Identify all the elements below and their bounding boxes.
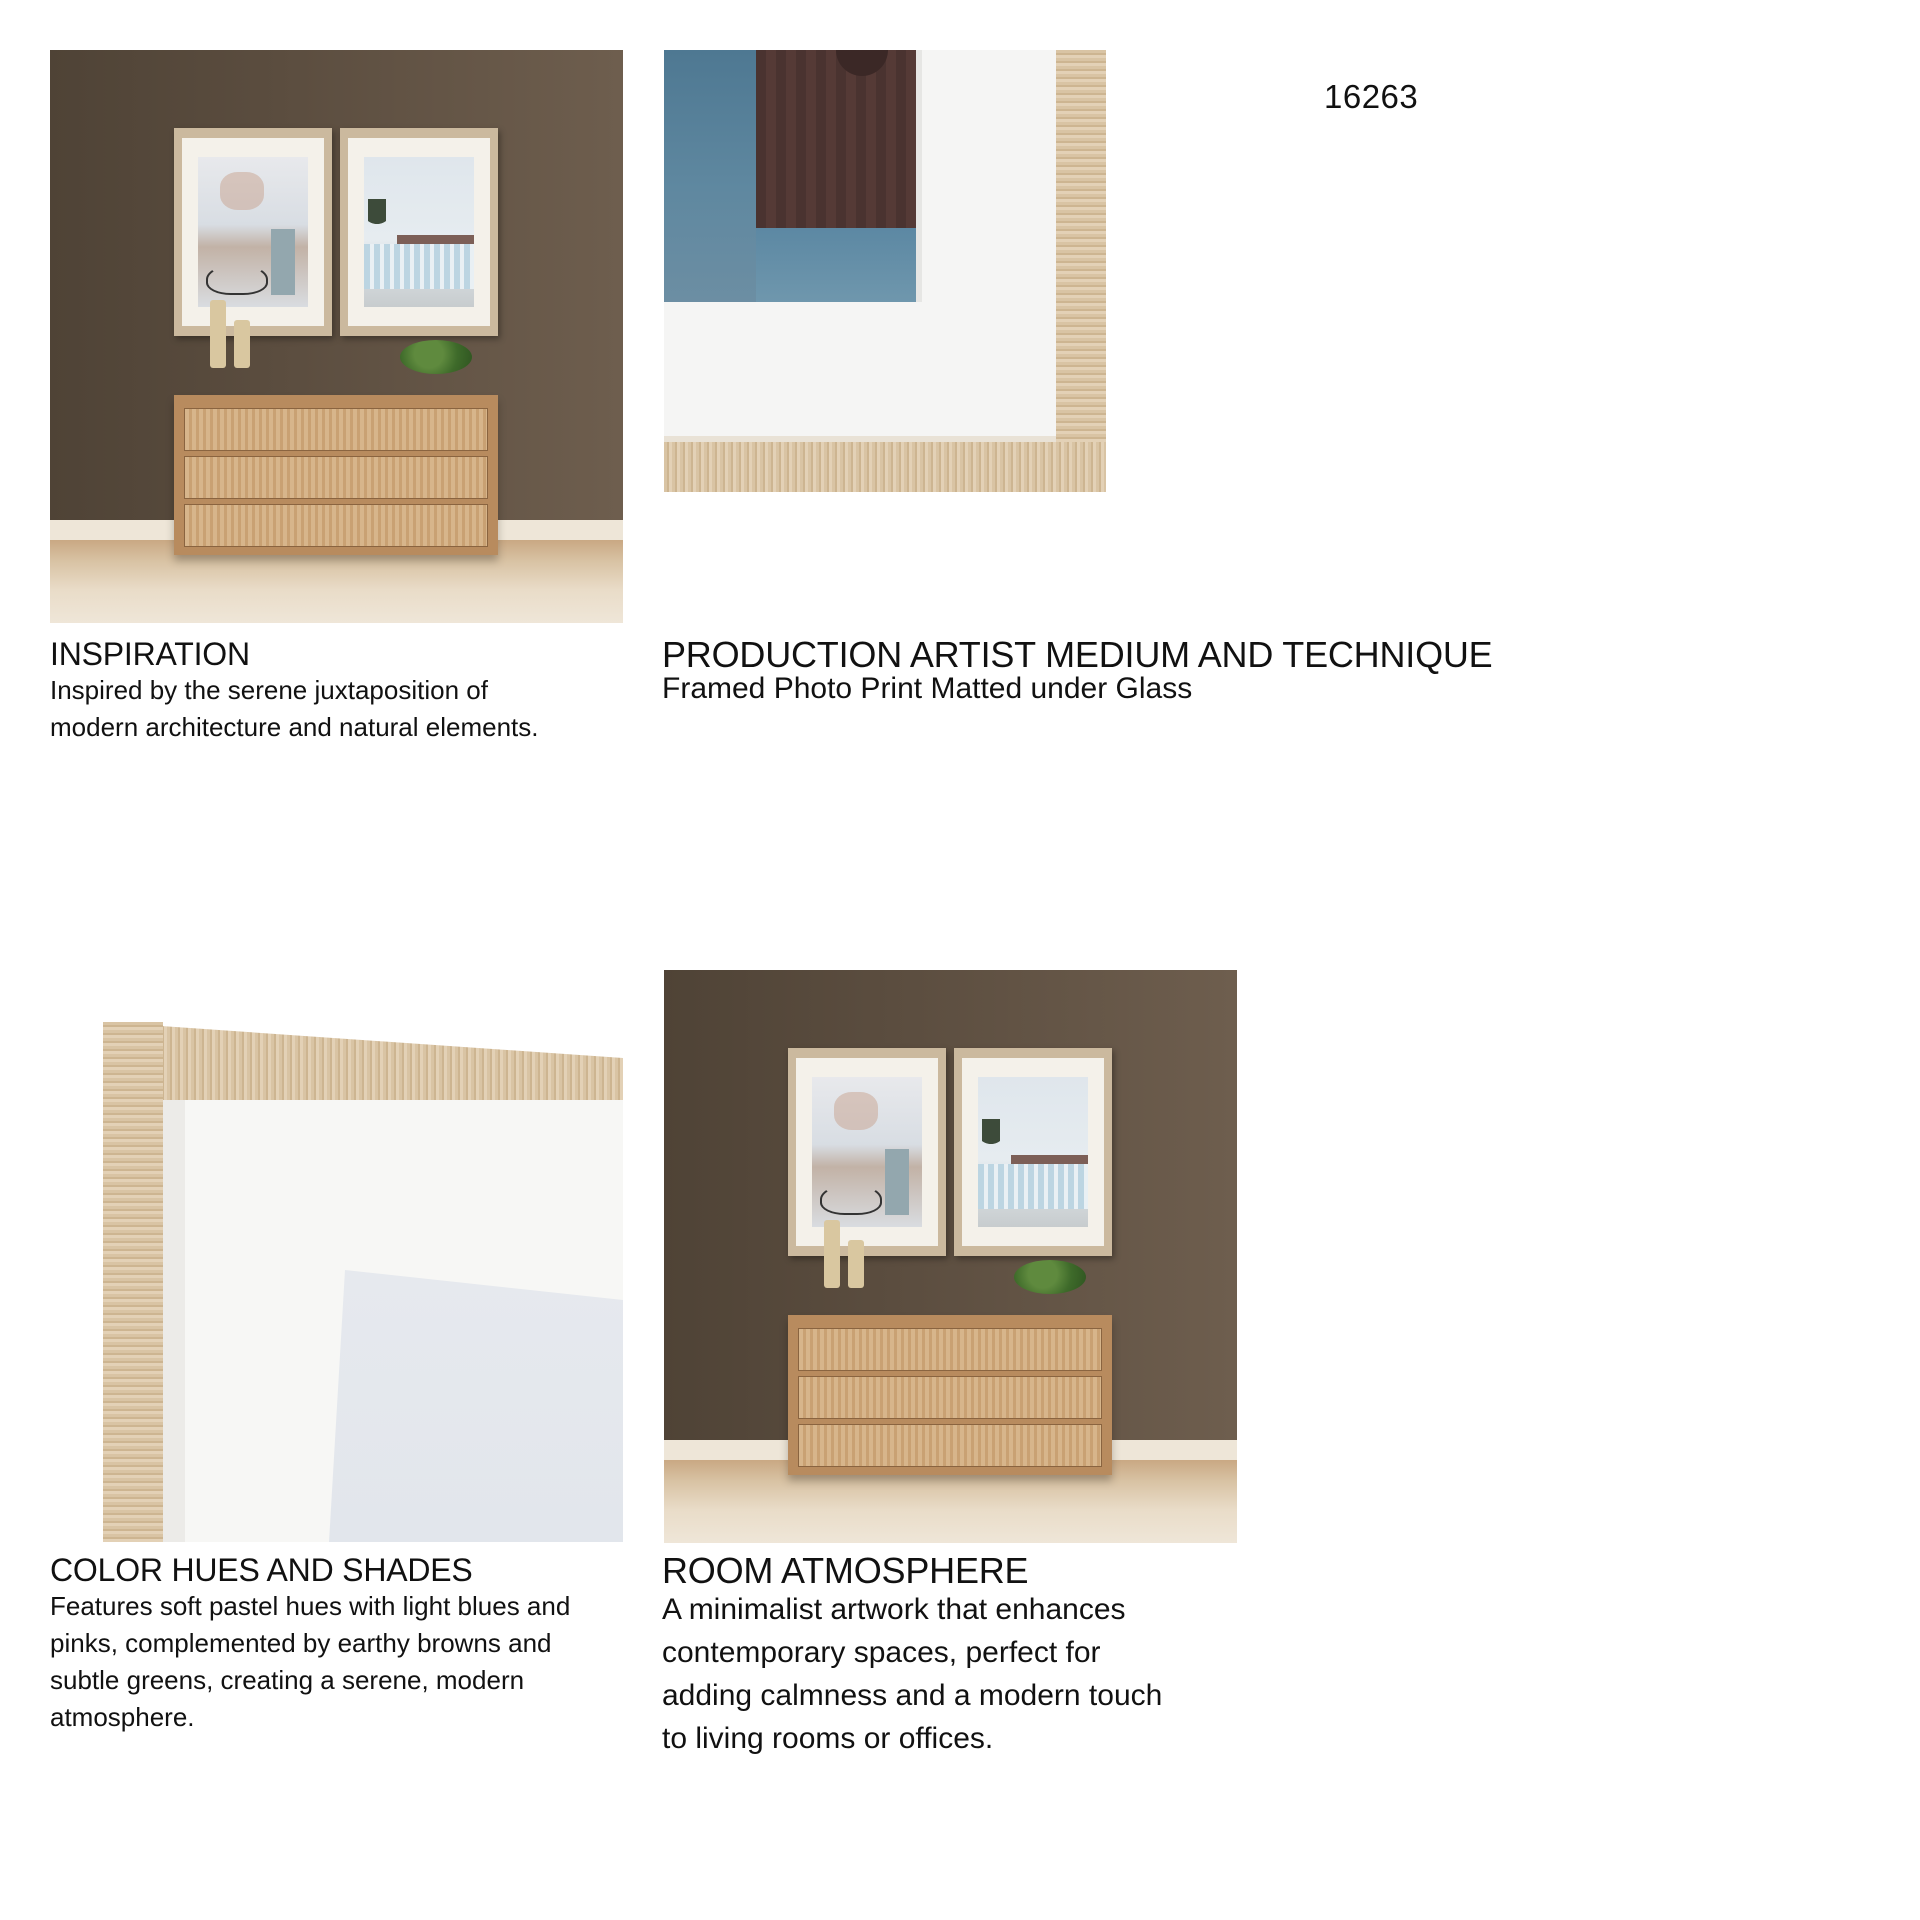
frame-side-top [103, 1022, 623, 1100]
color-description [50, 1588, 640, 1736]
description-line: atmosphere. [50, 1702, 195, 1732]
potted-plant [1014, 1260, 1086, 1294]
room-scene-image-2 [664, 970, 1237, 1543]
framed-print-right [954, 1048, 1112, 1256]
candle-holder [234, 320, 250, 368]
description-line: contemporary spaces, perfect for [662, 1636, 1101, 1669]
description-line: subtle greens, creating a serene, modern [50, 1665, 525, 1695]
description-line: A minimalist artwork that enhances [662, 1593, 1126, 1626]
room-heading: ROOM ATMOSPHERE [662, 1550, 1029, 1591]
description-line: modern architecture and natural elements. [50, 712, 539, 742]
dresser [174, 395, 498, 555]
inspiration-description [50, 672, 640, 746]
candle-holder [824, 1220, 840, 1288]
room-description [662, 1588, 1222, 1760]
framed-print-left [788, 1048, 946, 1256]
production-description: Framed Photo Print Matted under Glass [662, 672, 1193, 705]
description-line: adding calmness and a modern touch [662, 1679, 1163, 1712]
description-line: Inspired by the serene juxtaposition of [50, 675, 488, 705]
description-line: Features soft pastel hues with light blues and [50, 1591, 571, 1621]
product-number: 16263 [1324, 78, 1419, 115]
frame-detail-image-2 [103, 1022, 623, 1542]
description-line: to living rooms or offices. [662, 1722, 994, 1755]
description-line: pinks, complemented by earthy browns and [50, 1628, 552, 1658]
frame-detail-image-1 [664, 50, 1106, 492]
dresser [788, 1315, 1112, 1475]
potted-plant [400, 340, 472, 374]
framed-print-left [174, 128, 332, 336]
frame-side-left [103, 1022, 163, 1542]
frame-side-right [1056, 50, 1106, 492]
color-heading: COLOR HUES AND SHADES [50, 1552, 473, 1588]
frame-side-bottom [664, 442, 1106, 492]
inspiration-heading: INSPIRATION [50, 636, 250, 672]
production-heading: PRODUCTION ARTIST MEDIUM AND TECHNIQUE [662, 634, 1493, 675]
candle-holder [848, 1240, 864, 1288]
candle-holder [210, 300, 226, 368]
framed-print-right [340, 128, 498, 336]
room-scene-image-1 [50, 50, 623, 623]
